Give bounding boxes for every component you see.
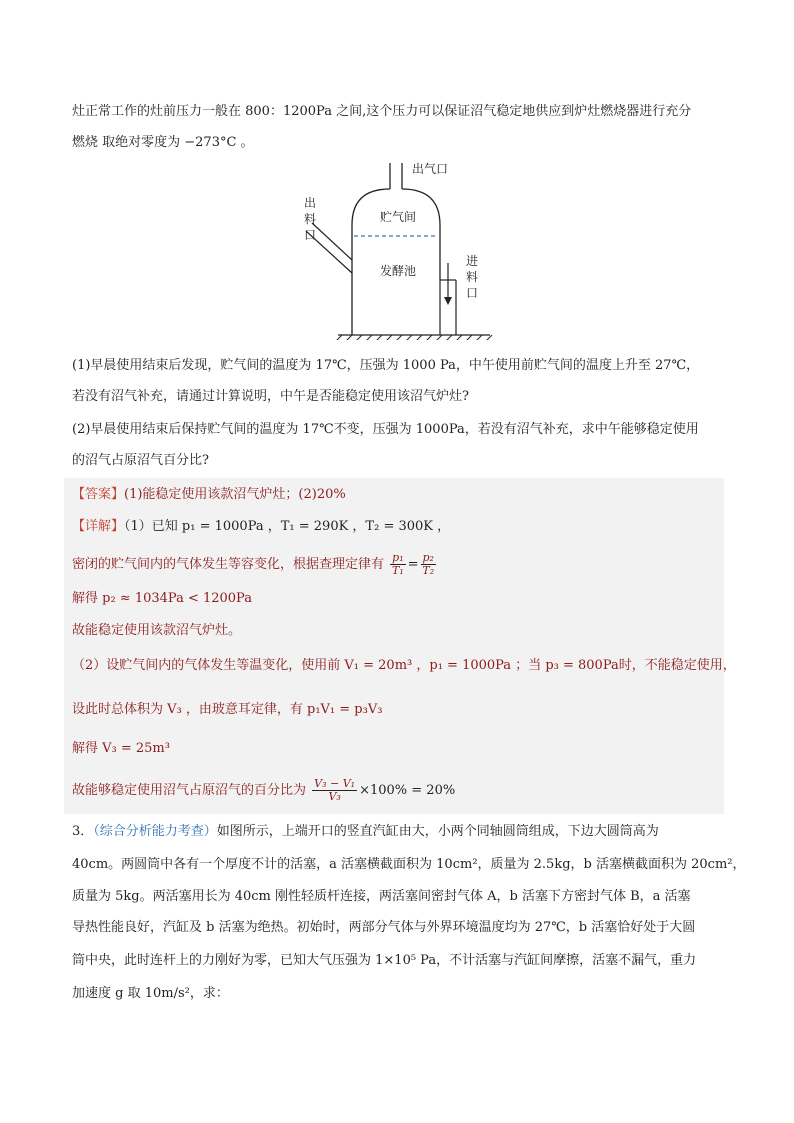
q2-line-1: (2)早晨使用结束后保持贮气间的温度为 17℃不变，压强为 1000Pa，若没有沼气补充，求中午能够稳定使用 xyxy=(72,422,699,437)
fraction-p1-t1: $\frac{\text{p₁}}{\text{T₁}}$ xyxy=(392,551,404,577)
label-outlet-left-3: 口 xyxy=(304,228,317,242)
fraction-v3-v1: $\frac{\text{V₃ − V₁}}{\text{V₃}}$ xyxy=(314,777,356,803)
detail-line-5: （2）设贮气间内的气体发生等温变化，使用前 V₁ = 20m³ ，p₁ = 1000Pa ；当 p₃ = 800Pa时，不能稳定使用， xyxy=(72,658,736,673)
label-outlet-left-2: 料 xyxy=(304,212,317,226)
q3-line-3: 质量为 5kg。两活塞用长为 40cm 刚性轻质杆连接，两活塞间密封气体 A，b 活塞下方密封气体 B，a 活塞 xyxy=(72,889,691,904)
answer-line xyxy=(72,486,346,504)
detail-line-4: 故能稳定使用该款沼气炉灶。 xyxy=(72,623,242,638)
label-inlet-right-1: 进 xyxy=(466,254,479,268)
label-inlet-right-2: 料 xyxy=(466,270,479,284)
biogas-digester-figure xyxy=(290,155,510,340)
intro-line-1: 灶正常工作的灶前压力一般在 800：1200Pa 之间,这个压力可以保证沼气稳定地供应到炉灶燃烧器进行充分 xyxy=(72,104,692,119)
q3-number: 3． xyxy=(72,824,94,839)
fraction-p2-t2: $\frac{\text{p₂}}{\text{T₂}}$ xyxy=(422,551,435,577)
answer-tag: 【答案】 xyxy=(72,487,125,502)
detail-line-1 xyxy=(72,518,450,536)
detail-l2-text: 密闭的贮气间内的气体发生等容变化，根据查理定律有 xyxy=(72,557,385,572)
answer-text: (1)能稳定使用该款沼气炉灶；(2)20% xyxy=(124,487,346,502)
q3-line-1 xyxy=(72,823,659,841)
q3-l1: 如图所示，上端开口的竖直汽缸由大，小两个同轴圆筒组成，下边大圆筒高为 xyxy=(216,824,659,839)
detail-tag: 【详解】 xyxy=(72,519,125,534)
q3-line-6: 加速度 g 取 10m/s²，求： xyxy=(72,986,229,1001)
detail-l8-text: 故能够稳定使用沼气占原沼气的百分比为 xyxy=(72,783,307,798)
label-outlet-left-1: 出 xyxy=(304,196,317,210)
detail-l8-tail: ×100% = 20% xyxy=(359,783,456,798)
q3-line-5: 筒中央，此时连杆上的力刚好为零，已知大气压强为 1×10⁵ Pa，不计活塞与汽缸间摩擦，活塞不漏气，重力 xyxy=(72,953,697,968)
q2-line-2: 的沼气占原沼气百分比? xyxy=(72,453,209,468)
detail-line-2: 密闭的贮气间内的气体发生等容变化，根据查理定律有 $\frac{\text{p₁}}{\text{T₁}}$ = $\frac{\text{p₂}}{\text{T₂}}$ xyxy=(72,551,435,577)
detail-line-3: 解得 p₂ ≈ 1034Pa < 1200Pa xyxy=(72,591,252,606)
detail-line-8 xyxy=(72,778,455,803)
intro-line-2: 燃烧 取绝对零度为 −273°C 。 xyxy=(72,135,254,150)
label-inlet-right-3: 口 xyxy=(466,286,479,300)
label-gas-room: 贮气间 xyxy=(380,210,417,224)
label-ferment-pool: 发酵池 xyxy=(380,264,417,278)
label-outlet-top: 出气口 xyxy=(412,162,449,176)
detail-line-6: 设此时总体积为 V₃ ，由玻意耳定律，有 p₁V₁ = p₃V₃ xyxy=(72,702,383,717)
q3-tag: （综合分析能力考查） xyxy=(93,824,217,839)
q3-line-4: 导热性能良好，汽缸及 b 活塞为绝热。初始时，两部分气体与外界环境温度均为 27℃，b 活塞恰好处于大圆 xyxy=(72,920,696,935)
detail-l1: （1）已知 p₁ = 1000Pa ，T₁ = 290K ，T₂ = 300K ， xyxy=(124,519,451,534)
q1-line-2: 若没有沼气补充，请通过计算说明，中午是否能稳定使用该沼气炉灶? xyxy=(72,389,469,404)
detail-line-7: 解得 V₃ = 25m³ xyxy=(72,741,170,756)
q1-line-1: (1)早晨使用结束后发现，贮气间的温度为 17℃，压强为 1000 Pa，中午使用前贮气间的温度上升至 27℃， xyxy=(72,358,700,373)
q3-line-2: 40cm。两圆筒中各有一个厚度不计的活塞，a 活塞横截面积为 10cm²，质量为 2.5kg，b 活塞横截面积为 20cm²， xyxy=(72,857,746,872)
